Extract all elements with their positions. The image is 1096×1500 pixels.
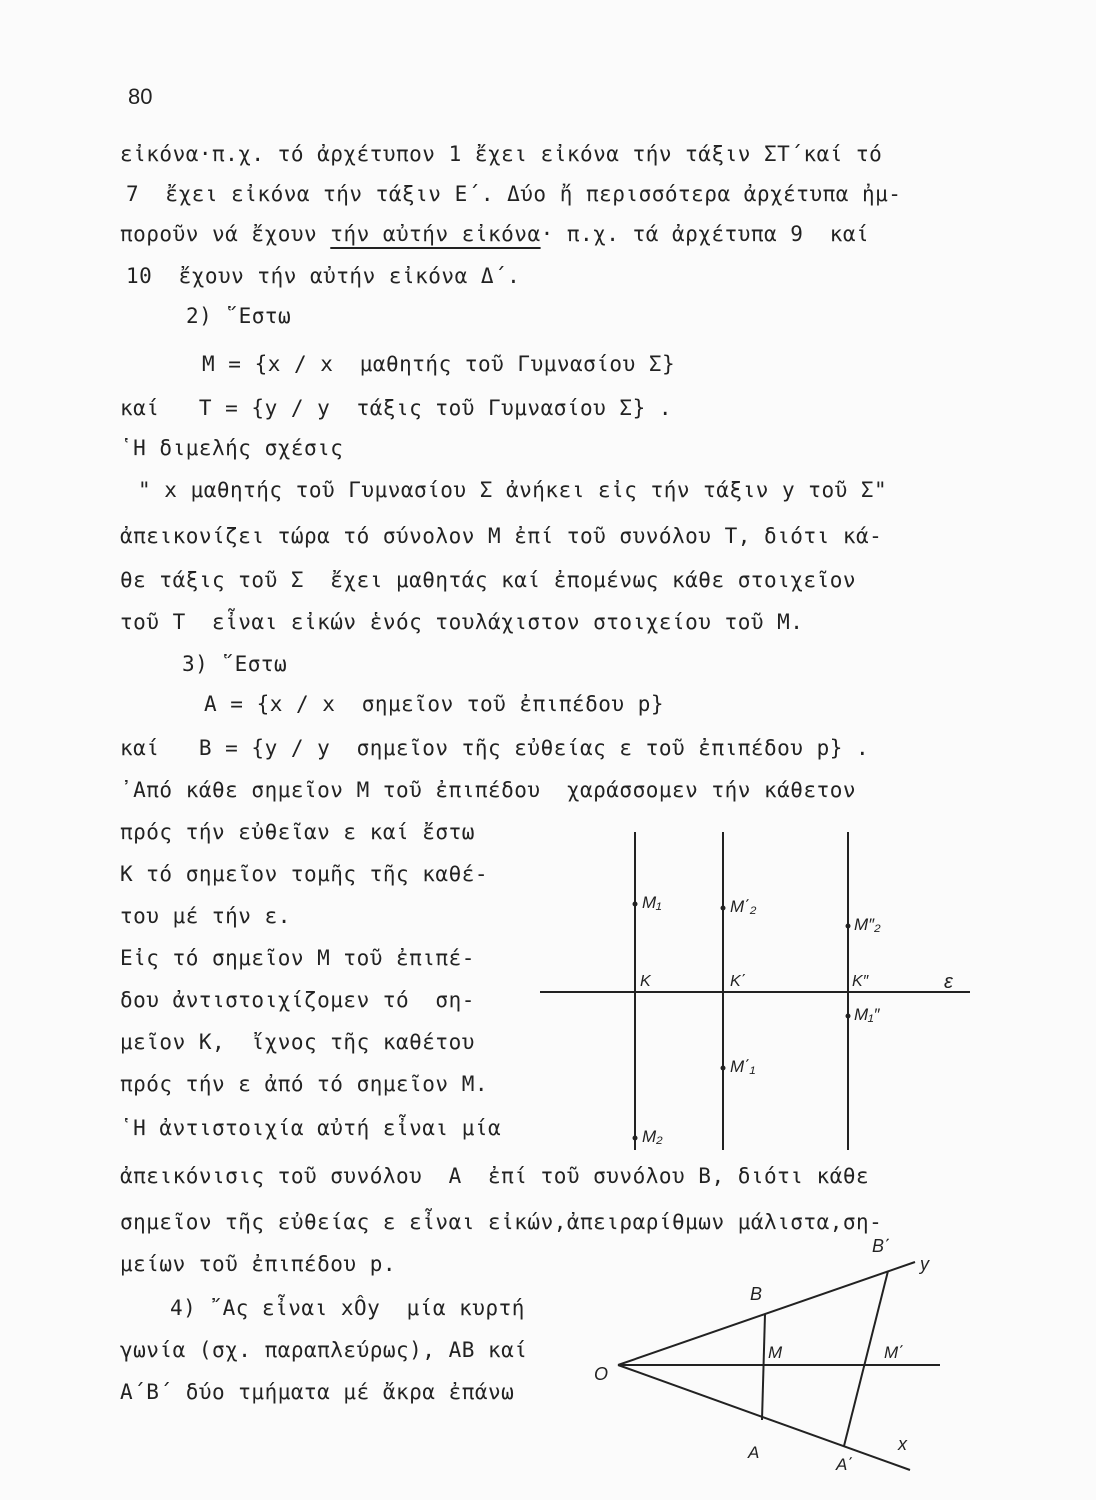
text-line-26: σημεῖον τῆς εὐθείας ε εἶναι εἰκών,ἀπειραρίθμων μάλιστα,ση-: [120, 1210, 883, 1234]
text-line-22: μεῖον K, ἴχνος τῆς καθέτου: [120, 1030, 475, 1054]
text-line-3: [120, 220, 869, 248]
section-2-heading: 2) ῞Εστω: [186, 304, 292, 328]
point-m1: [633, 902, 638, 907]
text-line-24: ῾Η ἀντιστοιχία αὐτή εἶναι μία: [120, 1116, 502, 1140]
label-kpp: K″: [852, 973, 869, 990]
text-line-19: του μέ τήν ε.: [120, 904, 291, 928]
text-line-20: Εἰς τό σημεῖον M τοῦ ἐπιπέ-: [120, 946, 475, 970]
text-line-3-part-a: ποροῦν νά ἔχουν: [120, 222, 331, 246]
point-m1pp: [846, 1014, 851, 1019]
angle-figure: [590, 1230, 950, 1480]
segment-ab: [762, 1314, 765, 1420]
text-line-18: K τό σημεῖον τομῆς τῆς καθέ-: [120, 862, 489, 886]
perpendicular-figure: [530, 830, 980, 1160]
point-m2p: [721, 906, 726, 911]
label-m1: M₁: [642, 893, 662, 912]
text-line-3-part-c: · π.χ. τά ἀρχέτυπα 9 καί: [540, 222, 870, 246]
label-m2p: M΄₂: [730, 897, 757, 916]
text-line-10: ἀπεικονίζει τώρα τό σύνολον M ἐπί τοῦ συνόλου T, διότι κά-: [120, 524, 883, 548]
text-line-29: γωνία (σχ. παραπλεύρως), AB καί: [120, 1338, 528, 1362]
section-4-heading: 4) ῎Ας εἶναι xÔy μία κυρτή: [170, 1296, 525, 1320]
text-line-17: πρός τήν εὐθεῖαν ε καί ἔστω: [120, 820, 475, 844]
ray-oy: [618, 1262, 915, 1365]
set-a-definition: A = {x / x σημεῖον τοῦ ἐπιπέδου p}: [204, 692, 665, 716]
label-epsilon: ε: [944, 971, 953, 993]
section-3-heading: 3) ῞Εστω: [182, 652, 288, 676]
label-kp: K΄: [730, 973, 746, 990]
label-y: y: [920, 1254, 929, 1274]
text-line-1: εἰκόνα·π.χ. τό ἀρχέτυπον 1 ἔχει εἰκόνα τήν τάξιν ΣΤ΄καί τό: [120, 142, 883, 166]
text-line-4: 10 ἔχουν τήν αὐτήν εἰκόνα Δ΄.: [126, 264, 521, 288]
point-m2pp: [846, 924, 851, 929]
point-m1p: [721, 1066, 726, 1071]
label-m1pp: M₁″: [854, 1005, 880, 1024]
set-t-definition: καί T = {y / y τάξις τοῦ Γυμνασίου Σ} .: [120, 396, 673, 420]
relation-statement: " x μαθητής τοῦ Γυμνασίου Σ ἀνήκει εἰς τήν τάξιν y τοῦ Σ": [138, 478, 888, 502]
label-m1p: M΄₁: [730, 1057, 756, 1076]
label-m2: M₂: [642, 1127, 663, 1146]
point-m2: [633, 1136, 638, 1141]
label-bp: B΄: [872, 1236, 890, 1256]
underlined-phrase: τήν αὐτήν εἰκόνα: [330, 222, 541, 246]
text-line-12: τοῦ T εἶναι εἰκών ἑνός τουλάχιστον στοιχείου τοῦ M.: [120, 610, 804, 634]
label-mp: M΄: [884, 1343, 904, 1362]
page-number: 80: [128, 84, 153, 109]
label-m: M: [768, 1343, 783, 1362]
text-line-23: πρός τήν ε ἀπό τό σημεῖον M.: [120, 1072, 489, 1096]
text-line-27: μείων τοῦ ἐπιπέδου p.: [120, 1252, 397, 1276]
text-line-2: 7 ἔχει εἰκόνα τήν τάξιν Ε΄. Δύο ἤ περισσότερα ἀρχέτυπα ἠμ-: [126, 182, 902, 206]
text-line-8: ῾Η διμελής σχέσις: [120, 436, 344, 460]
text-line-25: ἀπεικόνισις τοῦ συνόλου A ἐπί τοῦ συνόλου B, διότι κάθε: [120, 1164, 870, 1188]
text-line-11: θε τάξις τοῦ Σ ἔχει μαθητάς καί ἐπομένως κάθε στοιχεῖον: [120, 568, 857, 592]
label-b: B: [750, 1284, 763, 1304]
segment-apbp: [844, 1271, 888, 1446]
label-x: x: [898, 1434, 907, 1454]
set-b-definition: καί B = {y / y σημεῖον τῆς εὐθείας ε τοῦ ἐπιπέδου p} .: [120, 736, 870, 760]
label-o: O: [594, 1364, 609, 1384]
text-line-21: δου ἀντιστοιχίζομεν τό ση-: [120, 988, 475, 1012]
label-k: K: [640, 973, 651, 990]
label-a: A: [748, 1443, 760, 1462]
label-ap: A΄: [836, 1455, 853, 1474]
text-line-30: A΄B΄ δύο τμήματα μέ ἄκρα ἐπάνω: [120, 1380, 515, 1404]
text-line-16: ᾽Από κάθε σημεῖον M τοῦ ἐπιπέδου χαράσσομεν τήν κάθετον: [120, 778, 857, 802]
label-m2pp: M″₂: [854, 915, 881, 934]
set-m-definition: M = {x / x μαθητής τοῦ Γυμνασίου Σ}: [202, 352, 676, 376]
